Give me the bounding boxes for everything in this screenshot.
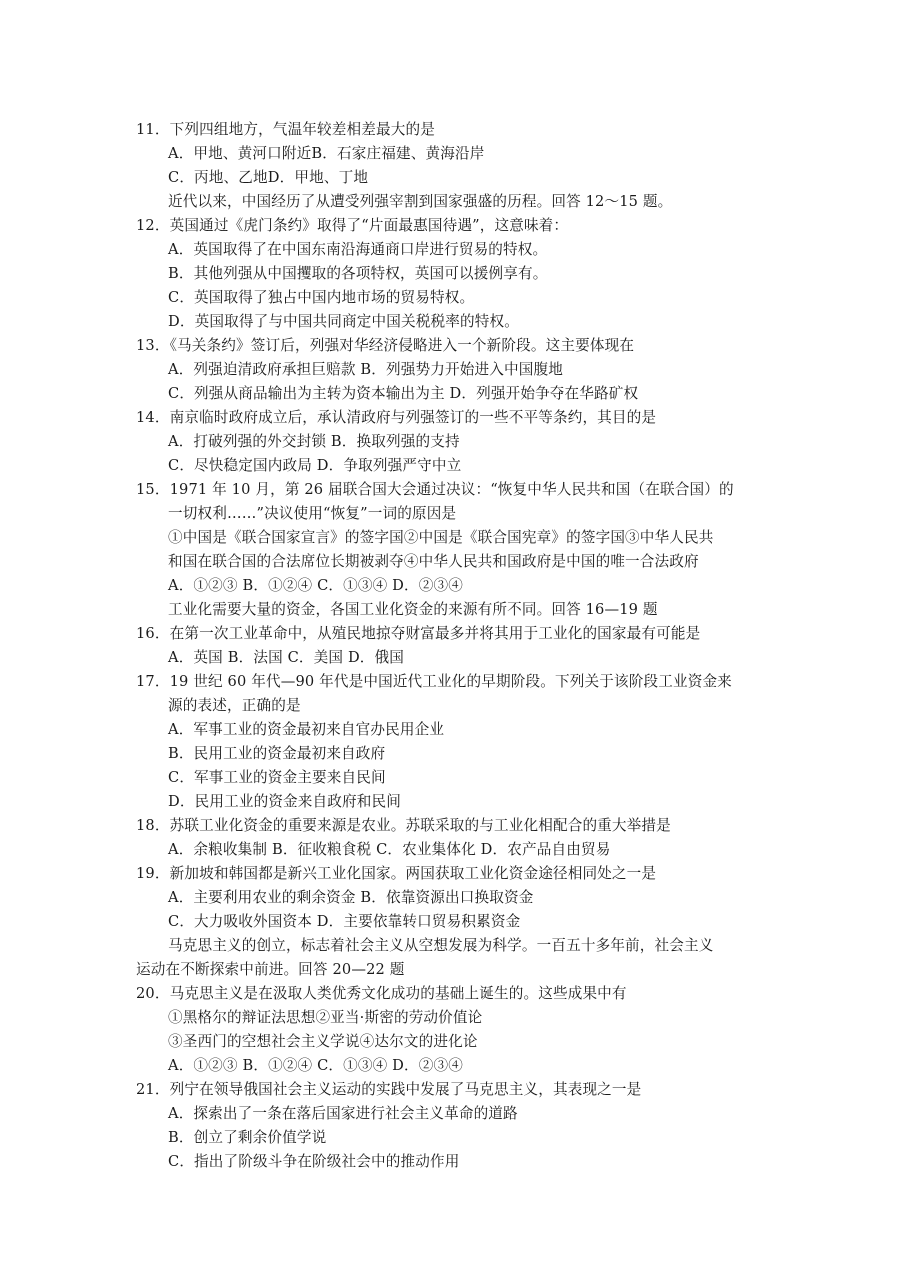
question-16-stem: 16．在第一次工业革命中，从殖民地掠夺财富最多并将其用于工业化的国家最有可能是: [136, 625, 701, 642]
question-17-option-a: A．军事工业的资金最初来自官办民用企业: [168, 721, 445, 738]
question-21-option-a: A．探索出了一条在落后国家进行社会主义革命的道路: [168, 1105, 518, 1122]
question-17-option-d: D．民用工业的资金来自政府和民间: [168, 793, 402, 810]
question-12-stem: 12．英国通过《虎门条约》取得了“片面最惠国待遇”，这意味着：: [136, 217, 569, 234]
question-19-stem: 19．新加坡和韩国都是新兴工业化国家。两国获取工业化资金途径相同处之一是: [136, 865, 657, 882]
question-15-stem-cont: 一切权利……”决议使用“恢复”一词的原因是: [168, 505, 457, 522]
section-intro-16-19: 工业化需要大量的资金，各国工业化资金的来源有所不同。回答 16—19 题: [168, 601, 658, 618]
question-17-stem-cont: 源的表述，正确的是: [168, 697, 301, 714]
question-17-option-c: C．军事工业的资金主要来自民间: [168, 769, 386, 786]
question-18-options: A．余粮收集制 B．征收粮食税 C．农业集体化 D．农产品自由贸易: [168, 841, 611, 858]
question-19-option-ab: A．主要利用农业的剩余资金 B．依靠资源出口换取资金: [168, 889, 534, 906]
question-12-option-a: A．英国取得了在中国东南沿海通商口岸进行贸易的特权。: [168, 241, 548, 258]
question-11-stem: 11．下列四组地方，气温年较差相差最大的是: [136, 121, 436, 138]
question-14-option-ab: A．打破列强的外交封锁 B．换取列强的支持: [168, 433, 460, 450]
question-19-option-cd: C．大力吸收外国资本 D．主要依靠转口贸易积累资金: [168, 913, 521, 930]
question-16-options: A．英国 B．法国 C．美国 D．俄国: [168, 649, 405, 666]
question-21-option-b: B．创立了剩余价值学说: [168, 1129, 327, 1146]
question-14-option-cd: C．尽快稳定国内政局 D．争取列强严守中立: [168, 457, 462, 474]
section-intro-12-15: 近代以来，中国经历了从遭受列强宰割到国家强盛的历程。回答 12～15 题。: [168, 193, 673, 210]
section-intro-20-22-cont: 运动在不断探索中前进。回答 20—22 题: [136, 961, 405, 978]
question-18-stem: 18．苏联工业化资金的重要来源是农业。苏联采取的与工业化相配合的重大举措是: [136, 817, 671, 834]
question-15-stem: 15．1971 年 10 月，第 26 届联合国大会通过决议：“恢复中华人民共和国（在联合国）的: [136, 481, 734, 498]
question-15-options: A．①②③ B．①②④ C．①③④ D．②③④: [168, 577, 463, 594]
question-21-stem: 21．列宁在领导俄国社会主义运动的实践中发展了马克思主义，其表现之一是: [136, 1081, 642, 1098]
question-17-option-b: B．民用工业的资金最初来自政府: [168, 745, 386, 762]
question-15-statements-2: 和国在联合国的合法席位长期被剥夺④中华人民共和国政府是中国的唯一合法政府: [168, 553, 699, 570]
question-15-statements-1: ①中国是《联合国家宣言》的签字国②中国是《联合国宪章》的签字国③中华人民共: [168, 529, 714, 546]
question-14-stem: 14．南京临时政府成立后，承认清政府与列强签订的一些不平等条约，其目的是: [136, 409, 657, 426]
question-12-option-b: B．其他列强从中国攫取的各项特权，英国可以援例享有。: [168, 265, 548, 282]
question-20-statements-1: ①黑格尔的辩证法思想②亚当·斯密的劳动价值论: [168, 1009, 483, 1026]
question-21-option-c: C．指出了阶级斗争在阶级社会中的推动作用: [168, 1153, 460, 1170]
question-13-option-cd: C．列强从商品输出为主转为资本输出为主 D．列强开始争夺在华路矿权: [168, 385, 639, 402]
question-13-stem: 13．《马关条约》签订后，列强对华经济侵略进入一个新阶段。这主要体现在: [136, 337, 635, 354]
question-20-stem: 20．马克思主义是在汲取人类优秀文化成功的基础上诞生的。这些成果中有: [136, 985, 627, 1002]
question-11-option-ab: A．甲地、黄河口附近B．石家庄福建、黄海沿岸: [168, 145, 485, 162]
question-20-options: A．①②③ B．①②④ C．①③④ D．②③④: [168, 1057, 463, 1074]
question-12-option-c: C．英国取得了独占中国内地市场的贸易特权。: [168, 289, 475, 306]
question-13-option-ab: A．列强迫清政府承担巨赔款 B．列强势力开始进入中国腹地: [168, 361, 563, 378]
section-intro-20-22: 马克思主义的创立，标志着社会主义从空想发展为科学。一百五十多年前，社会主义: [168, 937, 714, 954]
question-12-option-d: D．英国取得了与中国共同商定中国关税税率的特权。: [168, 313, 519, 330]
question-17-stem: 17．19 世纪 60 年代—90 年代是中国近代工业化的早期阶段。下列关于该阶段工业资金来: [136, 673, 732, 690]
question-11-option-cd: C．丙地、乙地D．甲地、丁地: [168, 169, 369, 186]
question-20-statements-2: ③圣西门的空想社会主义学说④达尔文的进化论: [168, 1033, 478, 1050]
